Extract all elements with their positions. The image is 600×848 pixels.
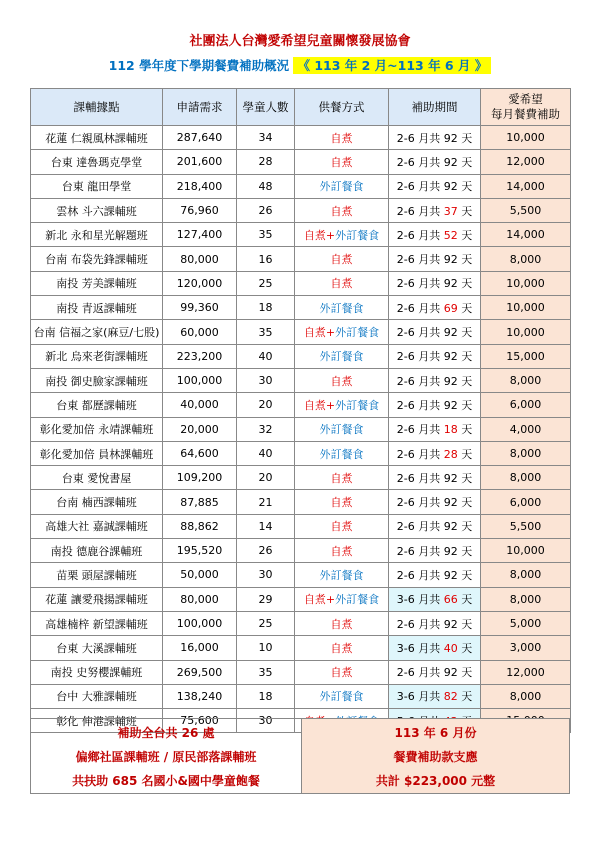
period-unit: 天 <box>457 301 473 315</box>
subtitle-period: 《 113 年 2 月~113 年 6 月 》 <box>293 57 491 74</box>
cell-request: 127,400 <box>163 223 237 247</box>
period-range: 2-6 月共 <box>396 350 444 364</box>
cell-meal: 外訂餐食 <box>295 563 389 587</box>
meal-self: 自煮 <box>303 398 326 412</box>
cell-period <box>389 684 481 708</box>
cell-request: 80,000 <box>163 247 237 271</box>
cell-subsidy: 5,500 <box>481 514 571 538</box>
cell-period <box>389 466 481 490</box>
cell-subsidy: 8,000 <box>481 247 571 271</box>
meal-order: 外訂餐食 <box>335 398 380 412</box>
cell-site: 新北 烏來老街課輔班 <box>31 344 163 368</box>
cell-period <box>389 150 481 174</box>
cell-subsidy: 10,000 <box>481 126 571 150</box>
cell-subsidy: 6,000 <box>481 393 571 417</box>
cell-meal <box>295 320 389 344</box>
period-range: 2-6 月共 <box>396 568 444 582</box>
period-range: 2-6 月共 <box>396 398 444 412</box>
summary-month: 113 年 6 月份 <box>394 726 477 740</box>
cell-meal: 自煮 <box>295 660 389 684</box>
cell-students: 30 <box>237 563 295 587</box>
cell-subsidy: 8,000 <box>481 563 571 587</box>
header-subsidy <box>481 89 571 126</box>
period-unit: 天 <box>457 690 473 704</box>
cell-period <box>389 441 481 465</box>
header-request: 申請需求 <box>163 89 237 126</box>
period-range: 2-6 月共 <box>396 204 444 218</box>
cell-students: 25 <box>237 611 295 635</box>
period-days: 92 <box>443 326 458 340</box>
period-range: 2-6 月共 <box>396 277 444 291</box>
period-days: 82 <box>443 690 458 704</box>
period-days: 28 <box>443 447 458 461</box>
period-days: 92 <box>443 180 458 194</box>
cell-site: 花蓮 仁親風林課輔班 <box>31 126 163 150</box>
table-row <box>31 587 571 611</box>
org-title: 社團法人台灣愛希望兒童關懷發展協會 <box>189 34 411 49</box>
cell-period <box>389 320 481 344</box>
cell-meal: 自煮 <box>295 126 389 150</box>
cell-request: 269,500 <box>163 660 237 684</box>
cell-meal: 外訂餐食 <box>295 684 389 708</box>
cell-site: 台東 龍田學堂 <box>31 174 163 198</box>
period-unit: 天 <box>457 544 473 558</box>
summary-right <box>302 719 569 793</box>
meal-order: 外訂餐食 <box>335 593 380 607</box>
table-row <box>31 393 571 417</box>
cell-site: 南投 史努櫻課輔班 <box>31 660 163 684</box>
period-range: 2-6 月共 <box>396 180 444 194</box>
cell-subsidy: 10,000 <box>481 539 571 563</box>
meal-self: 自煮 <box>303 593 326 607</box>
cell-site: 彰化 伸港課輔班 <box>31 709 163 733</box>
cell-subsidy: 10,000 <box>481 296 571 320</box>
cell-request: 120,000 <box>163 271 237 295</box>
table-row <box>31 636 571 660</box>
cell-meal <box>295 393 389 417</box>
period-unit: 天 <box>457 180 473 194</box>
table-row <box>31 296 571 320</box>
cell-site: 台南 布袋先鋒課輔班 <box>31 247 163 271</box>
cell-subsidy: 5,000 <box>481 611 571 635</box>
period-unit: 天 <box>457 204 473 218</box>
period-days: 40 <box>443 641 458 655</box>
cell-subsidy: 8,000 <box>481 441 571 465</box>
period-unit: 天 <box>457 398 473 412</box>
cell-subsidy: 8,000 <box>481 684 571 708</box>
cell-period <box>389 636 481 660</box>
period-days: 92 <box>443 374 458 388</box>
period-range: 2-6 月共 <box>396 471 444 485</box>
header-subsidy-line2: 每月餐費補助 <box>491 107 560 121</box>
period-range: 3-6 月共 <box>396 690 444 704</box>
meal-self: 自煮 <box>303 326 326 340</box>
cell-site: 台東 大溪課輔班 <box>31 636 163 660</box>
period-range: 2-6 月共 <box>396 423 444 437</box>
meal-plus: + <box>325 593 336 607</box>
period-unit: 天 <box>457 326 473 340</box>
period-range: 3-6 月共 <box>396 641 444 655</box>
cell-students: 34 <box>237 126 295 150</box>
header-period: 補助期間 <box>389 89 481 126</box>
cell-meal: 外訂餐食 <box>295 296 389 320</box>
cell-period <box>389 563 481 587</box>
cell-site: 台東 愛悅書屋 <box>31 466 163 490</box>
period-unit: 天 <box>457 423 473 437</box>
cell-period <box>389 660 481 684</box>
period-days: 52 <box>443 228 458 242</box>
period-unit: 天 <box>457 155 473 169</box>
period-days: 37 <box>443 204 458 218</box>
period-unit: 天 <box>457 666 473 680</box>
cell-request: 80,000 <box>163 587 237 611</box>
cell-subsidy: 10,000 <box>481 271 571 295</box>
table-row <box>31 223 571 247</box>
cell-students: 28 <box>237 150 295 174</box>
meal-plus: + <box>325 326 336 340</box>
cell-request: 100,000 <box>163 611 237 635</box>
cell-request: 75,600 <box>163 709 237 733</box>
period-range: 2-6 月共 <box>396 228 444 242</box>
table-row <box>31 344 571 368</box>
cell-meal: 自煮 <box>295 198 389 222</box>
cell-request: 218,400 <box>163 174 237 198</box>
cell-request: 40,000 <box>163 393 237 417</box>
period-unit: 天 <box>457 593 473 607</box>
table-row <box>31 368 571 392</box>
cell-site: 台東 都歷課輔班 <box>31 393 163 417</box>
cell-meal: 自煮 <box>295 368 389 392</box>
cell-students: 18 <box>237 684 295 708</box>
cell-period <box>389 611 481 635</box>
cell-students: 30 <box>237 368 295 392</box>
meal-self: 自煮 <box>303 228 326 242</box>
cell-subsidy: 5,500 <box>481 198 571 222</box>
cell-site: 台南 信福之家(麻豆/七股) <box>31 320 163 344</box>
cell-request: 223,200 <box>163 344 237 368</box>
cell-site: 台南 楠西課輔班 <box>31 490 163 514</box>
period-unit: 天 <box>457 617 473 631</box>
table-row <box>31 320 571 344</box>
period-unit: 天 <box>457 131 473 145</box>
cell-period <box>389 368 481 392</box>
period-unit: 天 <box>457 374 473 388</box>
period-range: 2-6 月共 <box>396 326 444 340</box>
cell-students: 14 <box>237 514 295 538</box>
cell-period <box>389 514 481 538</box>
cell-meal: 自煮 <box>295 539 389 563</box>
cell-meal: 自煮 <box>295 514 389 538</box>
table-row <box>31 247 571 271</box>
cell-period <box>389 126 481 150</box>
period-range: 2-6 月共 <box>396 544 444 558</box>
cell-request: 201,600 <box>163 150 237 174</box>
cell-meal: 自煮 <box>295 150 389 174</box>
period-unit: 天 <box>457 641 473 655</box>
subtitle-main: 112 學年度下學期餐費補助概況 <box>108 58 290 73</box>
cell-period <box>389 223 481 247</box>
cell-site: 台中 大雅課輔班 <box>31 684 163 708</box>
cell-students: 10 <box>237 636 295 660</box>
cell-period <box>389 587 481 611</box>
cell-site: 新北 永和星光解題班 <box>31 223 163 247</box>
cell-meal <box>295 223 389 247</box>
period-range: 2-6 月共 <box>396 496 444 510</box>
header-meal: 供餐方式 <box>295 89 389 126</box>
period-range: 2-6 月共 <box>396 447 444 461</box>
period-days: 92 <box>443 617 458 631</box>
cell-students: 25 <box>237 271 295 295</box>
table-row <box>31 271 571 295</box>
cell-meal: 自煮 <box>295 611 389 635</box>
period-range: 3-6 月共 <box>396 593 444 607</box>
cell-meal: 自煮 <box>295 466 389 490</box>
cell-subsidy: 14,000 <box>481 223 571 247</box>
table-row <box>31 417 571 441</box>
cell-meal: 自煮 <box>295 636 389 660</box>
period-range: 2-6 月共 <box>396 131 444 145</box>
header-students: 學童人數 <box>237 89 295 126</box>
summary-left <box>31 719 302 793</box>
table-header-row <box>31 89 571 126</box>
cell-students: 32 <box>237 417 295 441</box>
cell-students: 16 <box>237 247 295 271</box>
cell-subsidy: 8,000 <box>481 466 571 490</box>
meal-plus: + <box>325 228 336 242</box>
period-days: 92 <box>443 155 458 169</box>
period-unit: 天 <box>457 471 473 485</box>
cell-subsidy: 4,000 <box>481 417 571 441</box>
cell-period <box>389 393 481 417</box>
header-subsidy-line1: 愛希望 <box>508 92 543 106</box>
cell-period <box>389 296 481 320</box>
cell-students: 18 <box>237 296 295 320</box>
table-row <box>31 466 571 490</box>
cell-site: 花蓮 讓愛飛揚課輔班 <box>31 587 163 611</box>
cell-students: 30 <box>237 709 295 733</box>
cell-site: 高雄大社 嘉誠課輔班 <box>31 514 163 538</box>
cell-request: 20,000 <box>163 417 237 441</box>
cell-period <box>389 198 481 222</box>
period-unit: 天 <box>457 253 473 267</box>
period-range: 2-6 月共 <box>396 617 444 631</box>
cell-meal: 外訂餐食 <box>295 174 389 198</box>
period-days: 92 <box>443 131 458 145</box>
table-row <box>31 611 571 635</box>
table-row <box>31 198 571 222</box>
period-days: 92 <box>443 568 458 582</box>
table-row <box>31 150 571 174</box>
cell-subsidy: 10,000 <box>481 320 571 344</box>
cell-request: 76,960 <box>163 198 237 222</box>
cell-site: 南投 德鹿谷課輔班 <box>31 539 163 563</box>
cell-students: 29 <box>237 587 295 611</box>
period-days: 18 <box>443 423 458 437</box>
cell-request: 195,520 <box>163 539 237 563</box>
cell-request: 138,240 <box>163 684 237 708</box>
cell-subsidy: 6,000 <box>481 490 571 514</box>
cell-meal: 自煮 <box>295 490 389 514</box>
cell-site: 南投 芳美課輔班 <box>31 271 163 295</box>
meal-order: 外訂餐食 <box>335 326 380 340</box>
cell-request: 109,200 <box>163 466 237 490</box>
cell-students: 26 <box>237 539 295 563</box>
period-days: 69 <box>443 301 458 315</box>
cell-request: 287,640 <box>163 126 237 150</box>
table-row <box>31 441 571 465</box>
period-range: 2-6 月共 <box>396 253 444 267</box>
cell-meal: 外訂餐食 <box>295 344 389 368</box>
period-days: 92 <box>443 398 458 412</box>
summary-sites: 補助全台共 26 處 <box>117 726 215 740</box>
period-days: 92 <box>443 471 458 485</box>
period-unit: 天 <box>457 447 473 461</box>
period-days: 92 <box>443 520 458 534</box>
period-unit: 天 <box>457 228 473 242</box>
cell-site: 彰化愛加倍 永靖課輔班 <box>31 417 163 441</box>
cell-subsidy: 14,000 <box>481 174 571 198</box>
cell-meal: 外訂餐食 <box>295 441 389 465</box>
period-unit: 天 <box>457 277 473 291</box>
cell-site: 台東 達魯瑪克學堂 <box>31 150 163 174</box>
cell-subsidy: 8,000 <box>481 587 571 611</box>
cell-students: 40 <box>237 344 295 368</box>
cell-request: 87,885 <box>163 490 237 514</box>
period-unit: 天 <box>457 350 473 364</box>
cell-request: 60,000 <box>163 320 237 344</box>
cell-students: 20 <box>237 393 295 417</box>
cell-period <box>389 417 481 441</box>
period-unit: 天 <box>457 496 473 510</box>
cell-request: 88,862 <box>163 514 237 538</box>
period-days: 92 <box>443 253 458 267</box>
cell-students: 35 <box>237 223 295 247</box>
period-days: 66 <box>443 593 458 607</box>
period-unit: 天 <box>457 520 473 534</box>
summary-total: 共計 $223,000 元整 <box>375 774 496 788</box>
cell-period <box>389 539 481 563</box>
cell-students: 20 <box>237 466 295 490</box>
cell-period <box>389 344 481 368</box>
table-row <box>31 539 571 563</box>
cell-subsidy: 3,000 <box>481 636 571 660</box>
meal-order: 外訂餐食 <box>335 228 380 242</box>
cell-students: 26 <box>237 198 295 222</box>
cell-period <box>389 174 481 198</box>
period-range: 2-6 月共 <box>396 301 444 315</box>
cell-request: 99,360 <box>163 296 237 320</box>
period-range: 2-6 月共 <box>396 155 444 169</box>
cell-site: 彰化愛加倍 員林課輔班 <box>31 441 163 465</box>
summary-types: 偏鄉社區課輔班 / 原民部落課輔班 <box>75 750 257 764</box>
period-days: 92 <box>443 496 458 510</box>
cell-site: 南投 青返課輔班 <box>31 296 163 320</box>
meal-plus: + <box>325 398 336 412</box>
cell-site: 苗栗 頭屋課輔班 <box>31 563 163 587</box>
cell-period <box>389 490 481 514</box>
table-row <box>31 563 571 587</box>
cell-subsidy: 12,000 <box>481 150 571 174</box>
table-row <box>31 126 571 150</box>
cell-request: 100,000 <box>163 368 237 392</box>
cell-request: 64,600 <box>163 441 237 465</box>
table-row <box>31 684 571 708</box>
period-range: 2-6 月共 <box>396 520 444 534</box>
cell-site: 南投 御史臉家課輔班 <box>31 368 163 392</box>
subsidy-table <box>30 88 571 733</box>
cell-meal: 外訂餐食 <box>295 417 389 441</box>
cell-students: 35 <box>237 660 295 684</box>
table-row <box>31 174 571 198</box>
table-row <box>31 514 571 538</box>
cell-request: 50,000 <box>163 563 237 587</box>
cell-students: 35 <box>237 320 295 344</box>
cell-subsidy: 12,000 <box>481 660 571 684</box>
period-days: 92 <box>443 666 458 680</box>
cell-meal <box>295 587 389 611</box>
period-range: 2-6 月共 <box>396 666 444 680</box>
table-row <box>31 660 571 684</box>
table-row <box>31 490 571 514</box>
period-range: 2-6 月共 <box>396 374 444 388</box>
period-days: 92 <box>443 544 458 558</box>
cell-subsidy: 15,000 <box>481 344 571 368</box>
cell-students: 48 <box>237 174 295 198</box>
cell-meal: 自煮 <box>295 271 389 295</box>
summary-fund-label: 餐費補助款支應 <box>393 750 478 764</box>
subtitle <box>0 56 600 74</box>
period-unit: 天 <box>457 568 473 582</box>
summary-footer <box>30 718 570 794</box>
header-site: 課輔據點 <box>31 89 163 126</box>
cell-site: 高雄楠梓 新望課輔班 <box>31 611 163 635</box>
cell-students: 21 <box>237 490 295 514</box>
period-days: 92 <box>443 277 458 291</box>
cell-meal: 自煮 <box>295 247 389 271</box>
cell-site: 雲林 斗六課輔班 <box>31 198 163 222</box>
cell-period <box>389 271 481 295</box>
summary-children: 共扶助 685 名國小&國中學童飽餐 <box>72 774 260 788</box>
cell-subsidy: 8,000 <box>481 368 571 392</box>
cell-period <box>389 247 481 271</box>
cell-students: 40 <box>237 441 295 465</box>
cell-request: 16,000 <box>163 636 237 660</box>
period-days: 92 <box>443 350 458 364</box>
